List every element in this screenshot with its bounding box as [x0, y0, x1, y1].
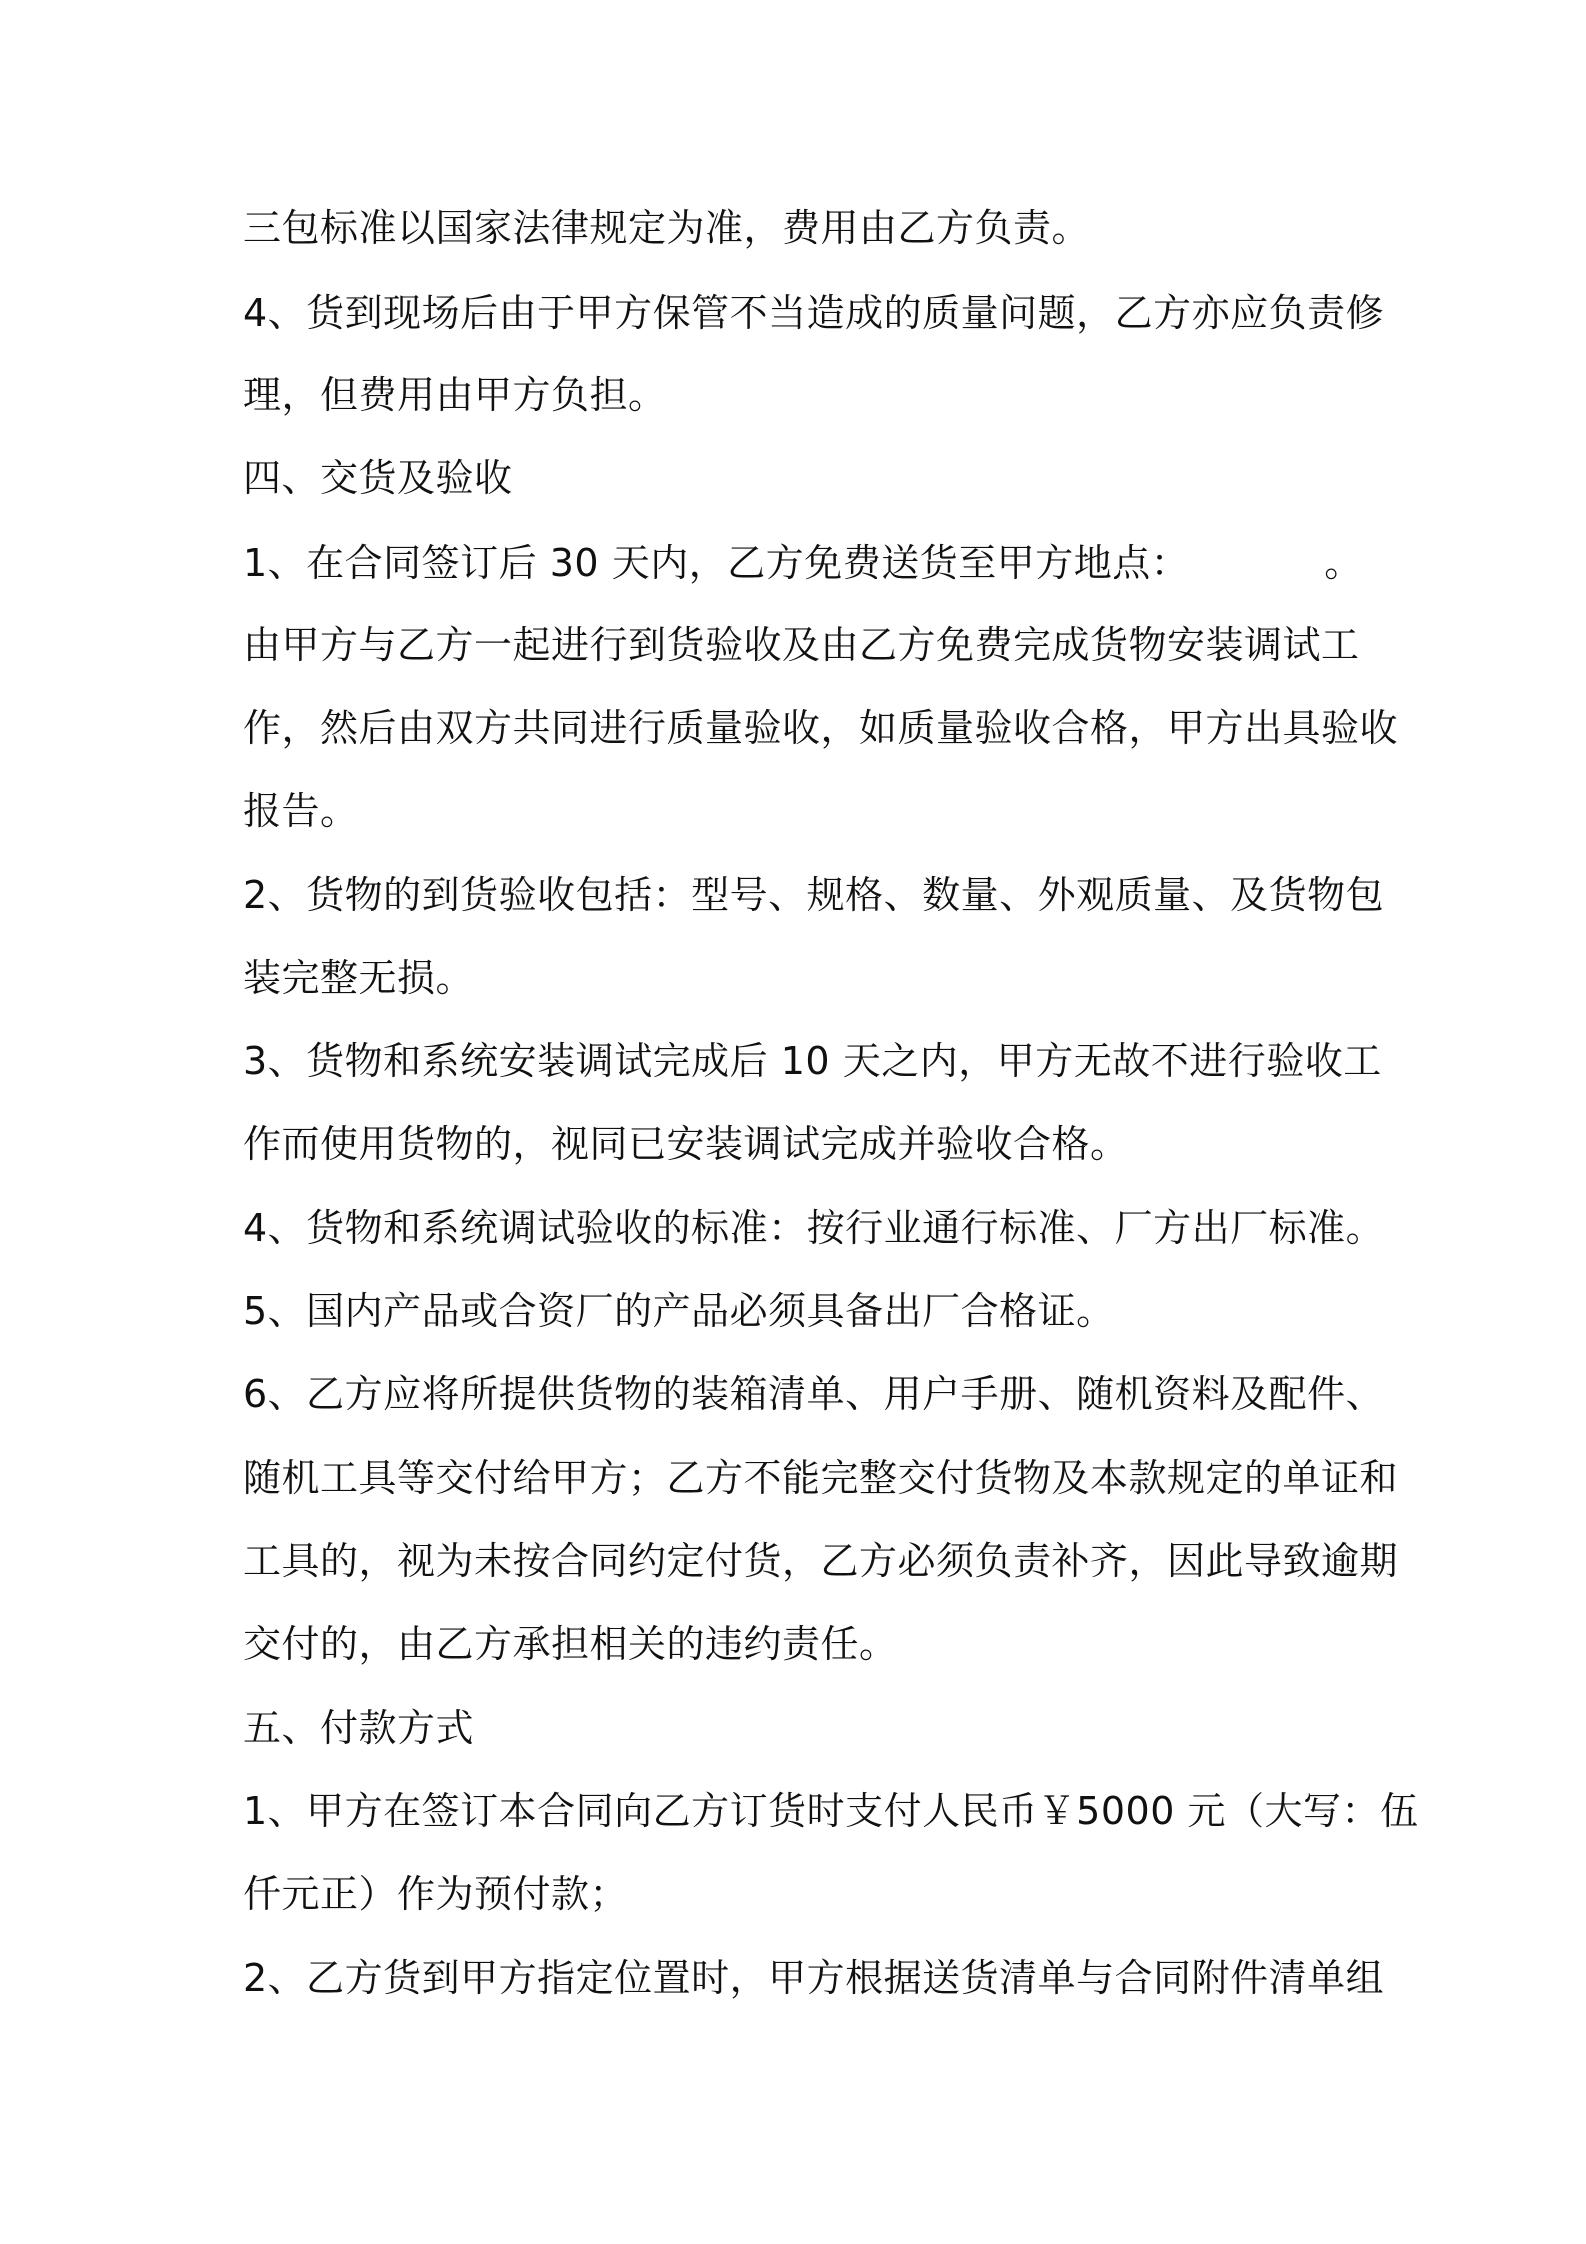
text-line: 1、甲方在签订本合同向乙方订货时支付人民币￥5000 元（大写：伍: [243, 1789, 1419, 1833]
text-line: 5、国内产品或合资厂的产品必须具备出厂合格证。: [243, 1289, 1115, 1333]
text-line: 理，但费用由甲方负担。: [243, 373, 667, 417]
text-line: 报告。: [243, 789, 359, 833]
text-line: 6、乙方应将所提供货物的装箱清单、用户手册、随机资料及配件、: [243, 1372, 1385, 1416]
text-line: 作，然后由双方共同进行质量验收，如质量验收合格，甲方出具验收: [243, 706, 1399, 750]
text-line: 4、货物和系统调试验收的标准：按行业通行标准、厂方出厂标准。: [243, 1206, 1385, 1250]
text-line: 装完整无损。: [243, 956, 475, 1000]
text-line: 三包标准以国家法律规定为准，费用由乙方负责。: [243, 206, 1091, 250]
text-line: 由甲方与乙方一起进行到货验收及由乙方免费完成货物安装调试工: [243, 623, 1360, 667]
text-line: 3、货物和系统安装调试完成后 10 天之内，甲方无故不进行验收工: [243, 1039, 1382, 1083]
text-line: 交付的，由乙方承担相关的违约责任。: [243, 1622, 898, 1666]
text-line: 2、乙方货到甲方指定位置时，甲方根据送货清单与合同附件清单组: [243, 1956, 1385, 2000]
text-line: 2、货物的到货验收包括：型号、规格、数量、外观质量、及货物包: [243, 873, 1385, 917]
text-line: 4、货到现场后由于甲方保管不当造成的质量问题，乙方亦应负责修: [243, 291, 1385, 335]
text-line: 1、在合同签订后 30 天内，乙方免费送货至甲方地点： 。: [243, 541, 1363, 585]
text-line: 工具的，视为未按合同约定付货，乙方必须负责补齐，因此导致逾期: [243, 1539, 1399, 1583]
text-line: 仟元正）作为预付款；: [243, 1872, 629, 1916]
text-line: 作而使用货物的，视同已安装调试完成并验收合格。: [243, 1122, 1129, 1166]
section-heading: 四、交货及验收: [243, 456, 513, 500]
section-heading: 五、付款方式: [243, 1706, 475, 1750]
text-line: 随机工具等交付给甲方；乙方不能完整交付货物及本款规定的单证和: [243, 1456, 1399, 1500]
